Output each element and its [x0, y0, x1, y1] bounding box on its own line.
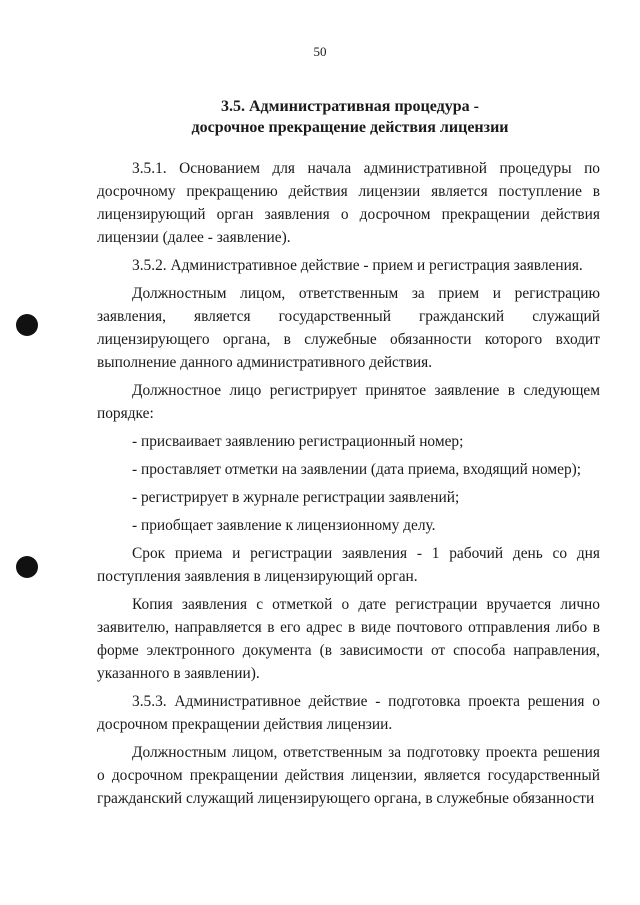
section-heading-line-2: досрочное прекращение действия лицензии — [191, 119, 509, 136]
page-number: 50 — [313, 44, 327, 59]
body-text — [97, 157, 600, 810]
punch-hole-mark — [16, 314, 38, 336]
punch-hole-mark — [16, 556, 38, 578]
paragraph-3-5-3: 3.5.3. Административное действие - подготовка проекта решения о досрочном прекращении действия лицензии. — [97, 693, 600, 733]
paragraph-3-5-1: 3.5.1. Основанием для начала административной процедуры по досрочному прекращению действия лицензии является поступление в лицензирующий орган заявления о досрочном прекращении действия лицензии (далее - заявление). — [97, 160, 600, 246]
paragraph-responsible-decision: Должностным лицом, ответственным за подготовку проекта решения о досрочном прекращении действия лицензии, является государственный гражданский служащий лицензирующего органа, в служебные обязанности — [97, 744, 600, 807]
paragraph-3-5-2: 3.5.2. Административное действие - прием и регистрация заявления. — [132, 257, 583, 274]
paragraph-deadline: Срок приема и регистрации заявления - 1 рабочий день со дня поступления заявления в лицензирующий орган. — [97, 545, 600, 585]
section-heading-line-1: 3.5. Административная процедура - — [221, 98, 479, 115]
list-item: - регистрирует в журнале регистрации заявлений; — [132, 489, 460, 506]
paragraph-registration-order: Должностное лицо регистрирует принятое заявление в следующем порядке: — [97, 382, 600, 422]
list-item: - приобщает заявление к лицензионному делу. — [132, 517, 436, 534]
list-item: - присваивает заявлению регистрационный номер; — [132, 433, 464, 450]
section-heading — [100, 96, 600, 138]
list-item: - проставляет отметки на заявлении (дата приема, входящий номер); — [132, 461, 582, 478]
paragraph-copy-delivery: Копия заявления с отметкой о дате регистрации вручается лично заявителю, направляется в его адрес в виде почтового отправления либо в форме электронного документа (в зависимости от способа направления, указанного в заявлении). — [97, 596, 600, 682]
paragraph-responsible-person: Должностным лицом, ответственным за прием и регистрацию заявления, является государственный гражданский служащий лицензирующего органа, в служебные обязанности которого входит выполнение данного административного действия. — [97, 285, 600, 371]
